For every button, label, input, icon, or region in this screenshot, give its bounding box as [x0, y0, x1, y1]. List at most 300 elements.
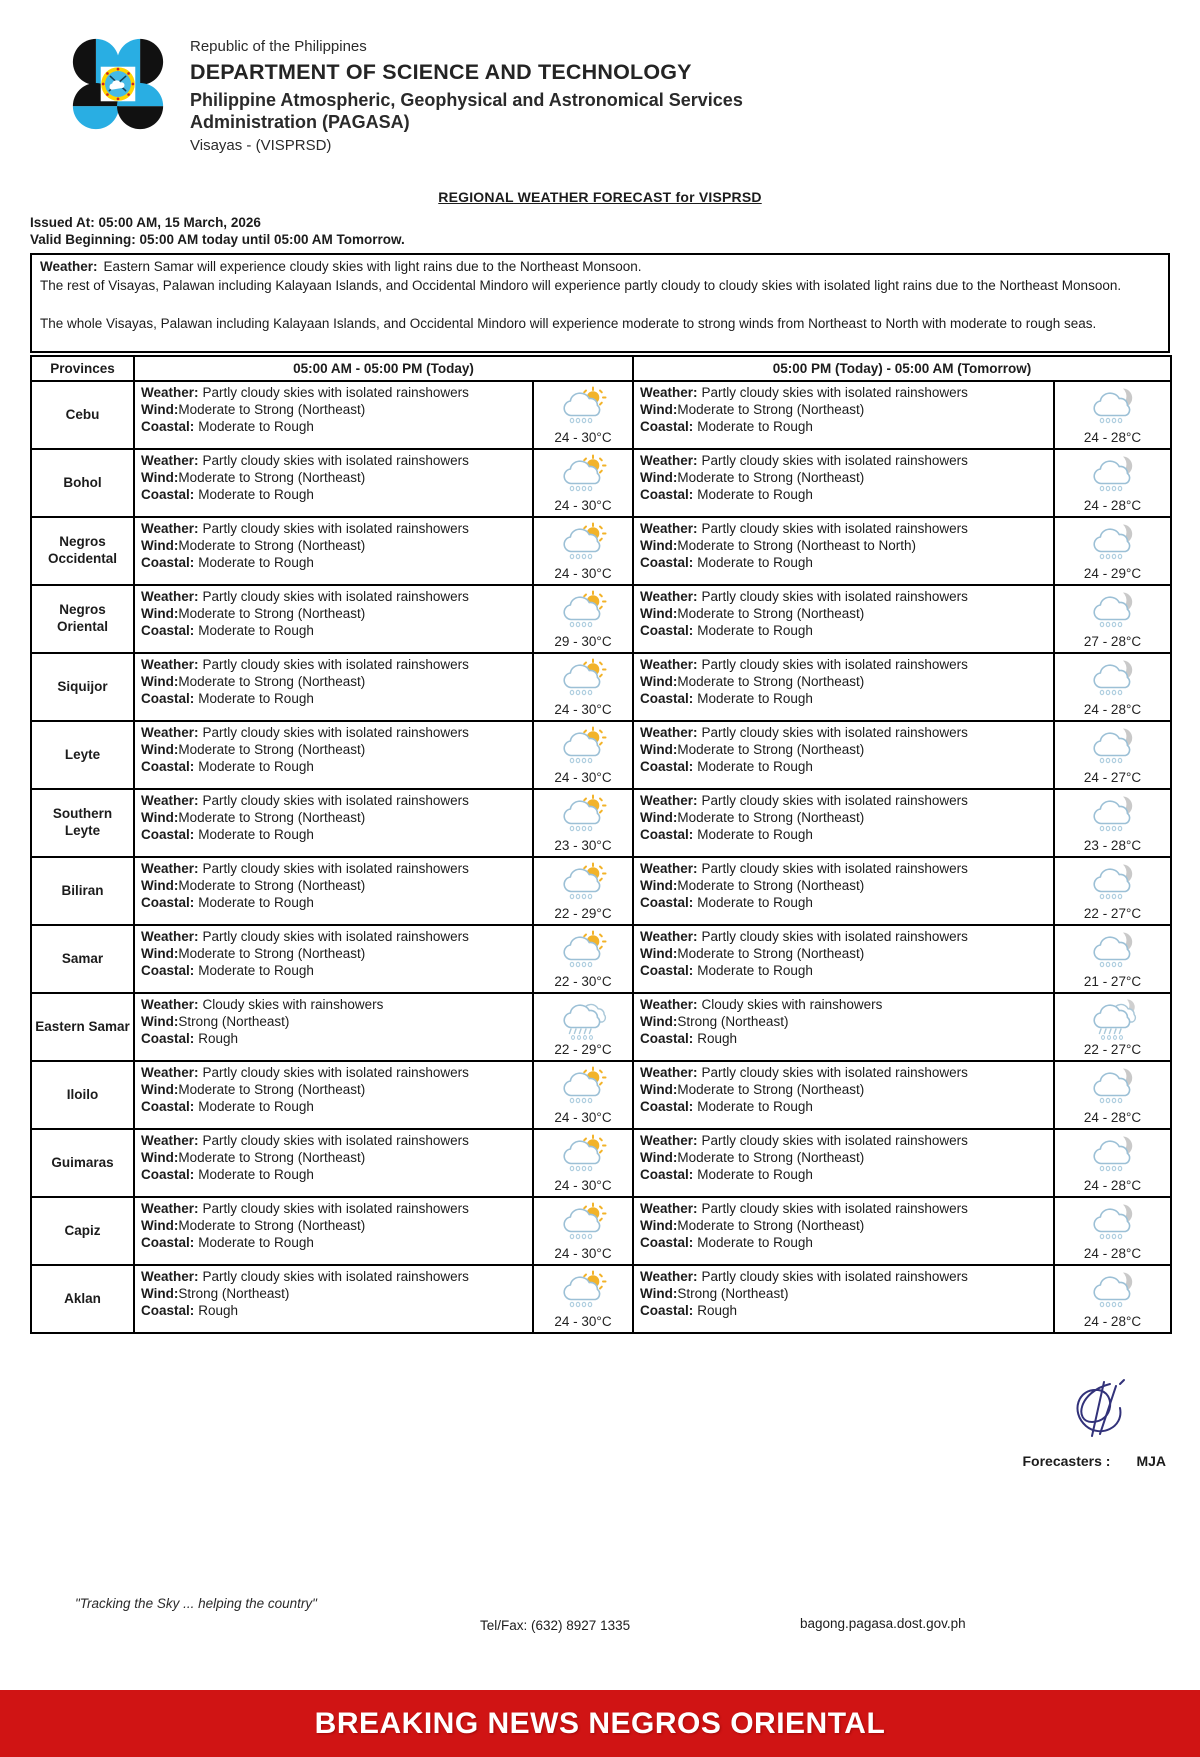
today-temp: 24 - 30°C [554, 498, 612, 514]
table-row [31, 585, 1171, 653]
tonight-icon-cell [1054, 449, 1171, 517]
wind-label: Wind: [640, 538, 678, 554]
today-coastal: Moderate to Rough [198, 486, 314, 502]
tonight-weather-icon-slot [1088, 928, 1138, 974]
wind-label: Wind: [141, 1286, 179, 1302]
wind-label: Wind: [141, 1218, 179, 1234]
province-cell: Eastern Samar [31, 993, 134, 1061]
today-coastal: Moderate to Rough [198, 1234, 314, 1250]
tonight-weather: Partly cloudy skies with isolated rainshowers [701, 589, 968, 605]
tonight-weather-icon-slot [1088, 1132, 1138, 1178]
weather-label: Weather: [141, 657, 199, 673]
today-forecast-cell [134, 721, 533, 789]
today-wind: Moderate to Strong (Northeast) [178, 538, 366, 554]
today-icon-cell [533, 517, 633, 585]
wind-label: Wind: [141, 878, 179, 894]
weather-label: Weather: [640, 861, 698, 877]
today-forecast-cell [134, 1129, 533, 1197]
weather-label: Weather: [141, 521, 199, 537]
today-forecast-cell [134, 653, 533, 721]
tonight-temp: 24 - 28°C [1083, 1246, 1142, 1262]
today-temp: 24 - 30°C [554, 566, 612, 582]
tonight-temp: 24 - 28°C [1083, 1178, 1142, 1194]
division-line: Visayas - (VISPRSD) [190, 136, 332, 154]
coastal-label: Coastal: [141, 690, 195, 706]
valid-beginning-line: Valid Beginning: 05:00 AM today until 05:00 AM Tomorrow. [30, 232, 405, 248]
today-forecast-cell [134, 789, 533, 857]
tonight-wind: Moderate to Strong (Northeast) [677, 742, 865, 758]
tonight-forecast-cell [633, 993, 1054, 1061]
province-cell: Negros Occidental [31, 517, 134, 585]
today-weather-icon-slot [558, 452, 608, 498]
today-icon-cell [533, 449, 633, 517]
today-weather-icon-slot [558, 928, 608, 974]
table-row [31, 1197, 1171, 1265]
wind-label: Wind: [141, 810, 179, 826]
coastal-label: Coastal: [141, 486, 195, 502]
tonight-weather: Partly cloudy skies with isolated rainshowers [701, 793, 968, 809]
tonight-coastal: Moderate to Rough [697, 826, 813, 842]
dost-logo-icon [70, 36, 166, 132]
province-cell: Southern Leyte [31, 789, 134, 857]
weather-label: Weather: [40, 259, 98, 275]
tonight-wind: Moderate to Strong (Northeast) [677, 606, 865, 622]
table-row [31, 1129, 1171, 1197]
today-coastal: Moderate to Rough [198, 622, 314, 638]
wind-label: Wind: [141, 1150, 179, 1166]
synopsis-weather-line [40, 258, 1160, 277]
clouds-rain-icon [558, 998, 608, 1042]
moon-cloud-rain-icon [1088, 1134, 1138, 1178]
today-temp: 24 - 30°C [554, 770, 612, 786]
weather-label: Weather: [640, 453, 698, 469]
tonight-icon-cell [1054, 721, 1171, 789]
tonight-wind: Moderate to Strong (Northeast) [677, 674, 865, 690]
wind-label: Wind: [640, 402, 678, 418]
coastal-label: Coastal: [640, 1302, 694, 1318]
tonight-weather: Partly cloudy skies with isolated rainshowers [701, 1065, 968, 1081]
today-coastal: Moderate to Rough [198, 758, 314, 774]
today-forecast-cell [134, 381, 533, 449]
tonight-weather-icon-slot [1088, 1268, 1138, 1314]
tonight-temp: 24 - 28°C [1083, 430, 1142, 446]
today-weather-icon-slot [558, 520, 608, 566]
weather-label: Weather: [640, 657, 698, 673]
today-temp: 24 - 30°C [554, 430, 612, 446]
table-row [31, 1265, 1171, 1333]
today-icon-cell [533, 721, 633, 789]
coastal-label: Coastal: [141, 554, 195, 570]
today-icon-cell [533, 1265, 633, 1333]
tonight-coastal: Moderate to Rough [697, 1098, 813, 1114]
today-forecast-cell [134, 857, 533, 925]
tonight-temp: 22 - 27°C [1083, 1042, 1142, 1058]
province-cell: Cebu [31, 381, 134, 449]
sun-cloud-rain-icon [558, 1270, 608, 1314]
today-wind: Moderate to Strong (Northeast) [178, 878, 366, 894]
wind-label: Wind: [141, 402, 179, 418]
weather-label: Weather: [141, 861, 199, 877]
tonight-wind: Moderate to Strong (Northeast to North) [677, 538, 917, 554]
today-temp: 24 - 30°C [554, 702, 612, 718]
today-weather-icon-slot [558, 1132, 608, 1178]
tonight-temp: 21 - 27°C [1083, 974, 1142, 990]
today-forecast-cell [134, 1197, 533, 1265]
synopsis-line3: The whole Visayas, Palawan including Kalayaan Islands, and Occidental Mindoro will experience moderate to strong winds from Northeast to North with moderate to rough seas. [40, 315, 1097, 331]
today-forecast-cell [134, 993, 533, 1061]
tonight-forecast-cell [633, 517, 1054, 585]
wind-label: Wind: [640, 1286, 678, 1302]
tonight-icon-cell [1054, 585, 1171, 653]
coastal-label: Coastal: [640, 1234, 694, 1250]
today-wind: Strong (Northeast) [178, 1014, 290, 1030]
today-icon-cell [533, 1129, 633, 1197]
forecasters-initials: MJA [1136, 1453, 1166, 1469]
weather-label: Weather: [640, 1133, 698, 1149]
tonight-wind: Moderate to Strong (Northeast) [677, 470, 865, 486]
clouds-rain-moon-icon [1088, 998, 1138, 1042]
coastal-label: Coastal: [141, 622, 195, 638]
tonight-icon-cell [1054, 381, 1171, 449]
today-temp: 29 - 30°C [554, 634, 612, 650]
tonight-weather-icon-slot [1088, 1200, 1138, 1246]
wind-label: Wind: [141, 674, 179, 690]
sun-cloud-rain-icon [558, 726, 608, 770]
province-cell: Capiz [31, 1197, 134, 1265]
tonight-coastal: Moderate to Rough [697, 554, 813, 570]
moon-cloud-rain-icon [1088, 862, 1138, 906]
today-weather: Partly cloudy skies with isolated rainshowers [202, 453, 469, 469]
today-weather: Partly cloudy skies with isolated rainshowers [202, 657, 469, 673]
today-coastal: Moderate to Rough [198, 894, 314, 910]
wind-label: Wind: [141, 1082, 179, 1098]
moon-cloud-rain-icon [1088, 658, 1138, 702]
today-weather: Cloudy skies with rainshowers [202, 997, 384, 1013]
sun-cloud-rain-icon [558, 794, 608, 838]
motto-quote: "Tracking the Sky ... helping the country" [75, 1596, 317, 1611]
wind-label: Wind: [640, 810, 678, 826]
table-header-row [31, 356, 1171, 381]
today-forecast-cell [134, 925, 533, 993]
tonight-weather: Partly cloudy skies with isolated rainshowers [701, 929, 968, 945]
tonight-weather-icon-slot [1088, 860, 1138, 906]
province-cell: Bohol [31, 449, 134, 517]
tonight-weather: Partly cloudy skies with isolated rainshowers [701, 657, 968, 673]
moon-cloud-rain-icon [1088, 1066, 1138, 1110]
tonight-coastal: Moderate to Rough [697, 962, 813, 978]
weather-label: Weather: [141, 725, 199, 741]
wind-label: Wind: [640, 1150, 678, 1166]
today-forecast-cell [134, 1265, 533, 1333]
coastal-label: Coastal: [640, 1098, 694, 1114]
weather-label: Weather: [640, 997, 698, 1013]
tonight-weather-icon-slot [1088, 384, 1138, 430]
today-weather: Partly cloudy skies with isolated rainshowers [202, 861, 469, 877]
wind-label: Wind: [141, 470, 179, 486]
tonight-weather-icon-slot [1088, 588, 1138, 634]
weather-label: Weather: [640, 521, 698, 537]
tonight-wind: Moderate to Strong (Northeast) [677, 1218, 865, 1234]
tonight-temp: 24 - 27°C [1083, 770, 1142, 786]
today-weather-icon-slot [558, 588, 608, 634]
coastal-label: Coastal: [640, 554, 694, 570]
coastal-label: Coastal: [640, 962, 694, 978]
coastal-label: Coastal: [141, 1302, 195, 1318]
coastal-label: Coastal: [141, 826, 195, 842]
province-cell: Siquijor [31, 653, 134, 721]
tonight-weather: Partly cloudy skies with isolated rainshowers [701, 521, 968, 537]
today-coastal: Moderate to Rough [198, 554, 314, 570]
today-weather: Partly cloudy skies with isolated rainshowers [202, 1065, 469, 1081]
today-weather-icon-slot [558, 1268, 608, 1314]
forecasters-line [866, 1453, 1166, 1469]
tonight-forecast-cell [633, 857, 1054, 925]
today-wind: Moderate to Strong (Northeast) [178, 1218, 366, 1234]
tonight-coastal: Moderate to Rough [697, 418, 813, 434]
weather-label: Weather: [141, 1269, 199, 1285]
sun-cloud-rain-icon [558, 1066, 608, 1110]
weather-label: Weather: [640, 385, 698, 401]
weather-label: Weather: [141, 385, 199, 401]
col-tonight: 05:00 PM (Today) - 05:00 AM (Tomorrow) [633, 356, 1171, 381]
tonight-wind: Strong (Northeast) [677, 1286, 789, 1302]
today-weather: Partly cloudy skies with isolated rainshowers [202, 385, 469, 401]
tonight-forecast-cell [633, 1061, 1054, 1129]
breaking-news-text: BREAKING NEWS NEGROS ORIENTAL [314, 1706, 886, 1740]
moon-cloud-rain-icon [1088, 590, 1138, 634]
tonight-icon-cell [1054, 1129, 1171, 1197]
department-title: DEPARTMENT OF SCIENCE AND TECHNOLOGY [190, 59, 692, 84]
today-icon-cell [533, 789, 633, 857]
today-icon-cell [533, 993, 633, 1061]
wind-label: Wind: [141, 946, 179, 962]
tonight-weather-icon-slot [1088, 656, 1138, 702]
today-weather-icon-slot [558, 384, 608, 430]
today-wind: Strong (Northeast) [178, 1286, 290, 1302]
telfax: Tel/Fax: (632) 8927 1335 [480, 1618, 631, 1633]
tonight-coastal: Moderate to Rough [697, 894, 813, 910]
today-coastal: Moderate to Rough [198, 1166, 314, 1182]
tonight-forecast-cell [633, 449, 1054, 517]
today-coastal: Moderate to Rough [198, 690, 314, 706]
tonight-weather: Partly cloudy skies with isolated rainshowers [701, 385, 968, 401]
today-weather-icon-slot [558, 996, 608, 1042]
tonight-temp: 24 - 28°C [1083, 1110, 1142, 1126]
col-provinces: Provinces [31, 356, 134, 381]
today-weather: Partly cloudy skies with isolated rainshowers [202, 1133, 469, 1149]
wind-label: Wind: [141, 606, 179, 622]
coastal-label: Coastal: [141, 962, 195, 978]
sun-cloud-rain-icon [558, 1134, 608, 1178]
today-forecast-cell [134, 1061, 533, 1129]
moon-cloud-rain-icon [1088, 726, 1138, 770]
today-coastal: Rough [198, 1302, 239, 1318]
agency-titles [190, 36, 743, 155]
sun-cloud-rain-icon [558, 1202, 608, 1246]
wind-label: Wind: [141, 742, 179, 758]
wind-label: Wind: [640, 674, 678, 690]
tonight-coastal: Moderate to Rough [697, 1234, 813, 1250]
synopsis-line2: The rest of Visayas, Palawan including Kalayaan Islands, and Occidental Mindoro will experience partly cloudy to cloudy skies with isolated light rains due to the Northeast Monsoon. [40, 278, 1122, 294]
province-cell: Samar [31, 925, 134, 993]
table-row [31, 789, 1171, 857]
letterhead [70, 36, 1200, 155]
coastal-label: Coastal: [640, 894, 694, 910]
tonight-forecast-cell [633, 1197, 1054, 1265]
tonight-temp: 24 - 29°C [1083, 566, 1142, 582]
tonight-weather: Partly cloudy skies with isolated rainshowers [701, 453, 968, 469]
today-coastal: Moderate to Rough [198, 418, 314, 434]
today-temp: 24 - 30°C [554, 1178, 612, 1194]
wind-label: Wind: [640, 606, 678, 622]
tonight-temp: 24 - 28°C [1083, 498, 1142, 514]
tonight-icon-cell [1054, 1265, 1171, 1333]
synopsis-spacer [40, 296, 1160, 315]
table-row [31, 653, 1171, 721]
today-weather-icon-slot [558, 792, 608, 838]
report-meta [30, 215, 1170, 249]
today-wind: Moderate to Strong (Northeast) [178, 606, 366, 622]
tonight-weather: Partly cloudy skies with isolated rainshowers [701, 1133, 968, 1149]
today-temp: 24 - 30°C [554, 1246, 612, 1262]
table-row [31, 381, 1171, 449]
tonight-coastal: Moderate to Rough [697, 690, 813, 706]
coastal-label: Coastal: [141, 1098, 195, 1114]
tonight-icon-cell [1054, 789, 1171, 857]
coastal-label: Coastal: [141, 1166, 195, 1182]
tonight-icon-cell [1054, 1197, 1171, 1265]
sun-cloud-rain-icon [558, 590, 608, 634]
agency-name-line1: Philippine Atmospheric, Geophysical and Astronomical Services [190, 89, 743, 110]
weather-label: Weather: [141, 453, 199, 469]
table-row [31, 925, 1171, 993]
report-title: REGIONAL WEATHER FORECAST for VISPRSD [438, 189, 762, 206]
moon-cloud-rain-icon [1088, 1270, 1138, 1314]
today-forecast-cell [134, 517, 533, 585]
tonight-wind: Moderate to Strong (Northeast) [677, 810, 865, 826]
today-wind: Moderate to Strong (Northeast) [178, 674, 366, 690]
tonight-coastal: Moderate to Rough [697, 1166, 813, 1182]
republic-line: Republic of the Philippines [190, 38, 367, 55]
table-row [31, 517, 1171, 585]
today-temp: 22 - 30°C [554, 974, 612, 990]
tonight-temp: 22 - 27°C [1083, 906, 1142, 922]
province-cell: Guimaras [31, 1129, 134, 1197]
province-cell: Aklan [31, 1265, 134, 1333]
tonight-temp: 24 - 28°C [1083, 1314, 1142, 1330]
today-weather-icon-slot [558, 656, 608, 702]
tonight-coastal: Moderate to Rough [697, 486, 813, 502]
tonight-coastal: Rough [697, 1030, 738, 1046]
sun-cloud-rain-icon [558, 862, 608, 906]
today-weather: Partly cloudy skies with isolated rainshowers [202, 929, 469, 945]
weather-label: Weather: [141, 1065, 199, 1081]
tonight-temp: 24 - 28°C [1083, 702, 1142, 718]
tonight-wind: Moderate to Strong (Northeast) [677, 402, 865, 418]
coastal-label: Coastal: [141, 758, 195, 774]
signature-area [866, 1378, 1166, 1469]
today-icon-cell [533, 381, 633, 449]
today-wind: Moderate to Strong (Northeast) [178, 402, 366, 418]
province-cell: Iloilo [31, 1061, 134, 1129]
today-icon-cell [533, 585, 633, 653]
weather-label: Weather: [141, 793, 199, 809]
tonight-forecast-cell [633, 1129, 1054, 1197]
table-row [31, 449, 1171, 517]
table-row [31, 857, 1171, 925]
coastal-label: Coastal: [141, 1234, 195, 1250]
issued-at-line: Issued At: 05:00 AM, 15 March, 2026 [30, 215, 261, 231]
weather-label: Weather: [141, 1201, 199, 1217]
today-wind: Moderate to Strong (Northeast) [178, 946, 366, 962]
synopsis-line1: Eastern Samar will experience cloudy skies with light rains due to the Northeast Monsoon. [103, 259, 642, 275]
today-weather: Partly cloudy skies with isolated rainshowers [202, 793, 469, 809]
wind-label: Wind: [141, 1014, 179, 1030]
synopsis-box [30, 253, 1170, 353]
today-temp: 24 - 30°C [554, 1314, 612, 1330]
tonight-icon-cell [1054, 517, 1171, 585]
tonight-wind: Moderate to Strong (Northeast) [677, 1150, 865, 1166]
coastal-label: Coastal: [640, 486, 694, 502]
today-coastal: Moderate to Rough [198, 1098, 314, 1114]
tonight-icon-cell [1054, 1061, 1171, 1129]
tonight-forecast-cell [633, 381, 1054, 449]
tonight-weather-icon-slot [1088, 724, 1138, 770]
tonight-weather-icon-slot [1088, 1064, 1138, 1110]
tonight-weather: Partly cloudy skies with isolated rainshowers [701, 861, 968, 877]
today-weather-icon-slot [558, 860, 608, 906]
pagasa-dost-logo [70, 36, 166, 132]
tonight-wind: Strong (Northeast) [677, 1014, 789, 1030]
weather-label: Weather: [141, 1133, 199, 1149]
tonight-coastal: Rough [697, 1302, 738, 1318]
wind-label: Wind: [640, 742, 678, 758]
today-weather: Partly cloudy skies with isolated rainshowers [202, 589, 469, 605]
province-cell: Negros Oriental [31, 585, 134, 653]
today-wind: Moderate to Strong (Northeast) [178, 742, 366, 758]
tonight-forecast-cell [633, 721, 1054, 789]
today-coastal: Moderate to Rough [198, 826, 314, 842]
wind-label: Wind: [640, 470, 678, 486]
today-wind: Moderate to Strong (Northeast) [178, 1150, 366, 1166]
moon-cloud-rain-icon [1088, 454, 1138, 498]
coastal-label: Coastal: [640, 622, 694, 638]
signature-icon [1060, 1378, 1138, 1444]
forecasters-label: Forecasters : [1022, 1453, 1111, 1469]
today-weather: Partly cloudy skies with isolated rainshowers [202, 1269, 469, 1285]
tonight-weather: Partly cloudy skies with isolated rainshowers [701, 1201, 968, 1217]
forecast-table [30, 355, 1172, 1334]
province-cell: Biliran [31, 857, 134, 925]
col-today: 05:00 AM - 05:00 PM (Today) [134, 356, 633, 381]
sun-cloud-rain-icon [558, 658, 608, 702]
moon-cloud-rain-icon [1088, 794, 1138, 838]
weather-label: Weather: [141, 929, 199, 945]
wind-label: Wind: [141, 538, 179, 554]
tonight-wind: Moderate to Strong (Northeast) [677, 1082, 865, 1098]
today-weather-icon-slot [558, 1200, 608, 1246]
moon-cloud-rain-icon [1088, 930, 1138, 974]
wind-label: Wind: [640, 1082, 678, 1098]
today-weather: Partly cloudy skies with isolated rainshowers [202, 725, 469, 741]
coastal-label: Coastal: [141, 418, 195, 434]
coastal-label: Coastal: [640, 758, 694, 774]
today-coastal: Rough [198, 1030, 239, 1046]
tonight-temp: 27 - 28°C [1083, 634, 1142, 650]
today-temp: 23 - 30°C [554, 838, 612, 854]
website-link[interactable]: bagong.pagasa.dost.gov.ph [800, 1616, 966, 1631]
today-wind: Moderate to Strong (Northeast) [178, 470, 366, 486]
